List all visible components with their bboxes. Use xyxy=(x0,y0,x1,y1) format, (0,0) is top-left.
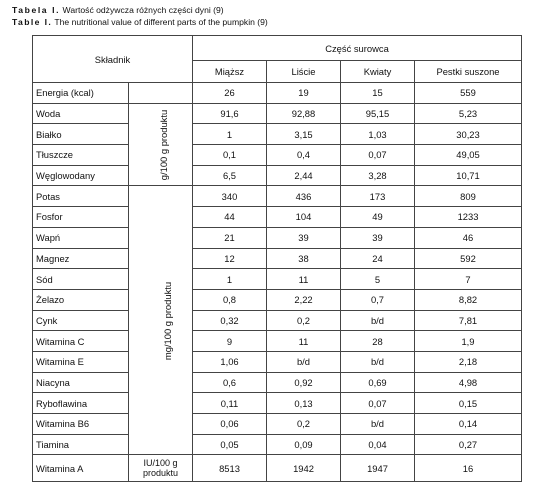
table-cell: 4,98 xyxy=(415,372,522,393)
row-label: Witamina E xyxy=(33,351,129,372)
table-cell: 10,71 xyxy=(415,165,522,186)
table-cell: 0,7 xyxy=(341,289,415,310)
table-cell: 0,07 xyxy=(341,145,415,166)
caption-english-prefix: Table I. xyxy=(12,17,53,27)
table-cell: b/d xyxy=(341,351,415,372)
table-cell: 0,14 xyxy=(415,414,522,435)
unit-cell-empty xyxy=(129,83,193,104)
table-row xyxy=(33,393,522,414)
row-label: Białko xyxy=(33,124,129,145)
table-cell: 2,44 xyxy=(267,165,341,186)
table-cell: 0,69 xyxy=(341,372,415,393)
table-cell: 1 xyxy=(193,124,267,145)
caption-polish xyxy=(12,5,224,15)
table-cell: 0,92 xyxy=(267,372,341,393)
row-label: Magnez xyxy=(33,248,129,269)
header-group: Część surowca xyxy=(193,36,522,61)
caption-english-text: The nutritional value of different parts of the pumpkin (9) xyxy=(52,17,268,27)
table-cell: 0,2 xyxy=(267,414,341,435)
table-cell: 0,06 xyxy=(193,414,267,435)
table-row xyxy=(33,103,522,124)
table-cell: 1,03 xyxy=(341,124,415,145)
row-label: Tiamina xyxy=(33,434,129,455)
table-cell: 28 xyxy=(341,331,415,352)
caption-english xyxy=(12,17,268,27)
table-cell: 1 xyxy=(193,269,267,290)
table-cell: 49 xyxy=(341,207,415,228)
table-cell: 2,18 xyxy=(415,351,522,372)
table-row xyxy=(33,269,522,290)
table-cell: 1233 xyxy=(415,207,522,228)
table-cell: 30,23 xyxy=(415,124,522,145)
table-row xyxy=(33,145,522,166)
row-label: Żelazo xyxy=(33,289,129,310)
table-cell: 7,81 xyxy=(415,310,522,331)
table-cell: 0,4 xyxy=(267,145,341,166)
table-cell: 44 xyxy=(193,207,267,228)
row-label: Witamina A xyxy=(33,455,129,482)
table-cell: 38 xyxy=(267,248,341,269)
row-label: Cynk xyxy=(33,310,129,331)
table-row xyxy=(33,289,522,310)
table-cell: 39 xyxy=(341,227,415,248)
table-cell: 0,04 xyxy=(341,434,415,455)
table-cell: 49,05 xyxy=(415,145,522,166)
header-col-leaves: Liście xyxy=(267,61,341,83)
table-cell: 11 xyxy=(267,269,341,290)
table-cell: 1942 xyxy=(267,455,341,482)
table-cell: 2,22 xyxy=(267,289,341,310)
table-cell: 39 xyxy=(267,227,341,248)
table-row xyxy=(33,83,522,104)
header-col-seeds: Pestki suszone xyxy=(415,61,522,83)
table-cell: 12 xyxy=(193,248,267,269)
header-col-flesh: Miąższ xyxy=(193,61,267,83)
row-label: Węglowodany xyxy=(33,165,129,186)
row-label: Witamina B6 xyxy=(33,414,129,435)
table-cell: 92,88 xyxy=(267,103,341,124)
caption-polish-text: Wartość odżywcza różnych części dyni (9) xyxy=(60,5,224,15)
header-component: Składnik xyxy=(33,36,193,83)
table-cell: 0,09 xyxy=(267,434,341,455)
table-cell: 26 xyxy=(193,83,267,104)
table-cell: 436 xyxy=(267,186,341,207)
table-cell: 0,15 xyxy=(415,393,522,414)
table-cell: 19 xyxy=(267,83,341,104)
table-cell: 21 xyxy=(193,227,267,248)
table-cell: 24 xyxy=(341,248,415,269)
table-cell: 1,06 xyxy=(193,351,267,372)
row-label: Witamina C xyxy=(33,331,129,352)
row-label: Niacyna xyxy=(33,372,129,393)
table-cell: 0,07 xyxy=(341,393,415,414)
table-cell: 91,6 xyxy=(193,103,267,124)
table-cell: 340 xyxy=(193,186,267,207)
table-cell: 0,27 xyxy=(415,434,522,455)
unit-label-iu: IU/100 g produktu xyxy=(129,455,193,482)
unit-label-g: g/100 g produktu xyxy=(158,109,170,181)
table-cell: 809 xyxy=(415,186,522,207)
table-row xyxy=(33,372,522,393)
row-label: Potas xyxy=(33,186,129,207)
table-cell: b/d xyxy=(341,310,415,331)
table-cell: 0,6 xyxy=(193,372,267,393)
table-cell: 559 xyxy=(415,83,522,104)
table-cell: 0,05 xyxy=(193,434,267,455)
table-cell: 0,2 xyxy=(267,310,341,331)
table-cell: 46 xyxy=(415,227,522,248)
table-cell: 0,1 xyxy=(193,145,267,166)
table-cell: 1947 xyxy=(341,455,415,482)
unit-label-mg: mg/100 g produktu xyxy=(162,281,174,360)
row-label: Woda xyxy=(33,103,129,124)
row-label: Wapń xyxy=(33,227,129,248)
table-row xyxy=(33,227,522,248)
unit-cell-mg xyxy=(129,186,193,455)
table-cell: 15 xyxy=(341,83,415,104)
table-cell: 7 xyxy=(415,269,522,290)
unit-cell-g xyxy=(129,103,193,186)
row-label: Energia (kcal) xyxy=(33,83,129,104)
table-cell: b/d xyxy=(341,414,415,435)
table-row xyxy=(33,455,522,482)
table-cell: 8,82 xyxy=(415,289,522,310)
table-row xyxy=(33,124,522,145)
table-cell: 95,15 xyxy=(341,103,415,124)
table-row xyxy=(33,434,522,455)
table-cell: 0,11 xyxy=(193,393,267,414)
row-label: Ryboflawina xyxy=(33,393,129,414)
table-cell: 1,9 xyxy=(415,331,522,352)
table-cell: 5 xyxy=(341,269,415,290)
table-cell: 16 xyxy=(415,455,522,482)
table-cell: 173 xyxy=(341,186,415,207)
caption-polish-prefix: Tabela I. xyxy=(12,5,61,15)
row-label: Sód xyxy=(33,269,129,290)
table-cell: 104 xyxy=(267,207,341,228)
table-cell: 0,8 xyxy=(193,289,267,310)
header-col-flowers: Kwiaty xyxy=(341,61,415,83)
table-cell: 3,28 xyxy=(341,165,415,186)
table-row xyxy=(33,165,522,186)
table-cell: 6,5 xyxy=(193,165,267,186)
row-label: Tłuszcze xyxy=(33,145,129,166)
nutrition-table xyxy=(32,35,522,482)
table-row xyxy=(33,207,522,228)
table-cell: 3,15 xyxy=(267,124,341,145)
table-cell: 11 xyxy=(267,331,341,352)
table-row xyxy=(33,310,522,331)
table-row xyxy=(33,414,522,435)
table-cell: 0,32 xyxy=(193,310,267,331)
table-row xyxy=(33,186,522,207)
table-cell: 9 xyxy=(193,331,267,352)
table-row xyxy=(33,331,522,352)
table-row xyxy=(33,351,522,372)
row-label: Fosfor xyxy=(33,207,129,228)
table-cell: 8513 xyxy=(193,455,267,482)
table-cell: b/d xyxy=(267,351,341,372)
table-cell: 5,23 xyxy=(415,103,522,124)
table-cell: 592 xyxy=(415,248,522,269)
table-cell: 0,13 xyxy=(267,393,341,414)
table-row xyxy=(33,248,522,269)
